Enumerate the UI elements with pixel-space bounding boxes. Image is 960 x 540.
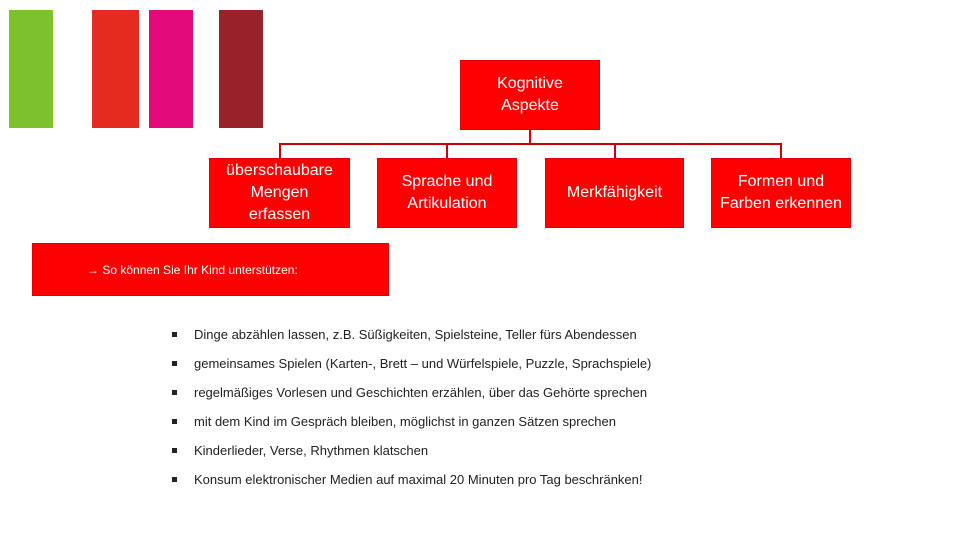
node-label-line: erfassen — [248, 206, 311, 223]
green-stripe — [9, 10, 53, 128]
list-item — [172, 378, 651, 407]
child-connector — [279, 143, 281, 158]
square-bullet-icon — [172, 332, 177, 337]
square-bullet-icon — [172, 419, 177, 424]
dark-red-stripe — [219, 10, 263, 128]
tip-text: Dinge abzählen lassen, z.B. Süßigkeiten, Spielsteine, Teller fürs Abendessen — [194, 326, 637, 342]
node-mengen-erfassen — [209, 158, 350, 228]
child-connector — [446, 143, 448, 158]
magenta-stripe — [149, 10, 193, 128]
support-banner — [32, 243, 389, 296]
child-connector — [780, 143, 782, 158]
arrow-right-icon: → — [87, 262, 99, 277]
root-label-line: Kognitive — [497, 75, 563, 92]
node-label-line: Mengen — [250, 184, 309, 201]
square-bullet-icon — [172, 361, 177, 366]
node-label-line: Sprache und — [401, 173, 493, 190]
red-stripe — [92, 10, 139, 128]
root-label-line: Aspekte — [501, 97, 559, 114]
node-formen-farben — [711, 158, 851, 228]
child-connector — [614, 143, 616, 158]
tip-text: gemeinsames Spielen (Karten-, Brett – und Würfelspiele, Puzzle, Sprachspiele) — [194, 355, 652, 371]
node-label-line: Formen und — [737, 173, 825, 190]
node-label-line: Farben erkennen — [720, 195, 842, 212]
node-merkfaehigkeit — [545, 158, 684, 228]
tips-list — [172, 320, 651, 494]
list-item — [172, 436, 651, 465]
node-label-line: überschaubare — [226, 162, 333, 179]
square-bullet-icon — [172, 448, 177, 453]
root-connector — [529, 130, 531, 144]
square-bullet-icon — [172, 477, 177, 482]
node-label-line: Merkfähigkeit — [566, 184, 663, 201]
node-sprache-artikulation — [377, 158, 517, 228]
list-item — [172, 465, 651, 494]
tip-text: regelmäßiges Vorlesen und Geschichten erzählen, über das Gehörte sprechen — [194, 384, 648, 400]
list-item — [172, 320, 651, 349]
list-item — [172, 349, 651, 378]
node-label-line: Artikulation — [407, 195, 487, 212]
root-node-kognitive-aspekte — [460, 60, 600, 130]
support-heading: So können Sie Ihr Kind unterstützen: — [102, 262, 298, 277]
tip-text: Konsum elektronischer Medien auf maximal 20 Minuten pro Tag beschränken! — [194, 471, 643, 487]
list-item — [172, 407, 651, 436]
tip-text: mit dem Kind im Gespräch bleiben, möglichst in ganzen Sätzen sprechen — [194, 413, 616, 429]
square-bullet-icon — [172, 390, 177, 395]
horizontal-connector — [279, 143, 782, 145]
tip-text: Kinderlieder, Verse, Rhythmen klatschen — [194, 442, 429, 458]
